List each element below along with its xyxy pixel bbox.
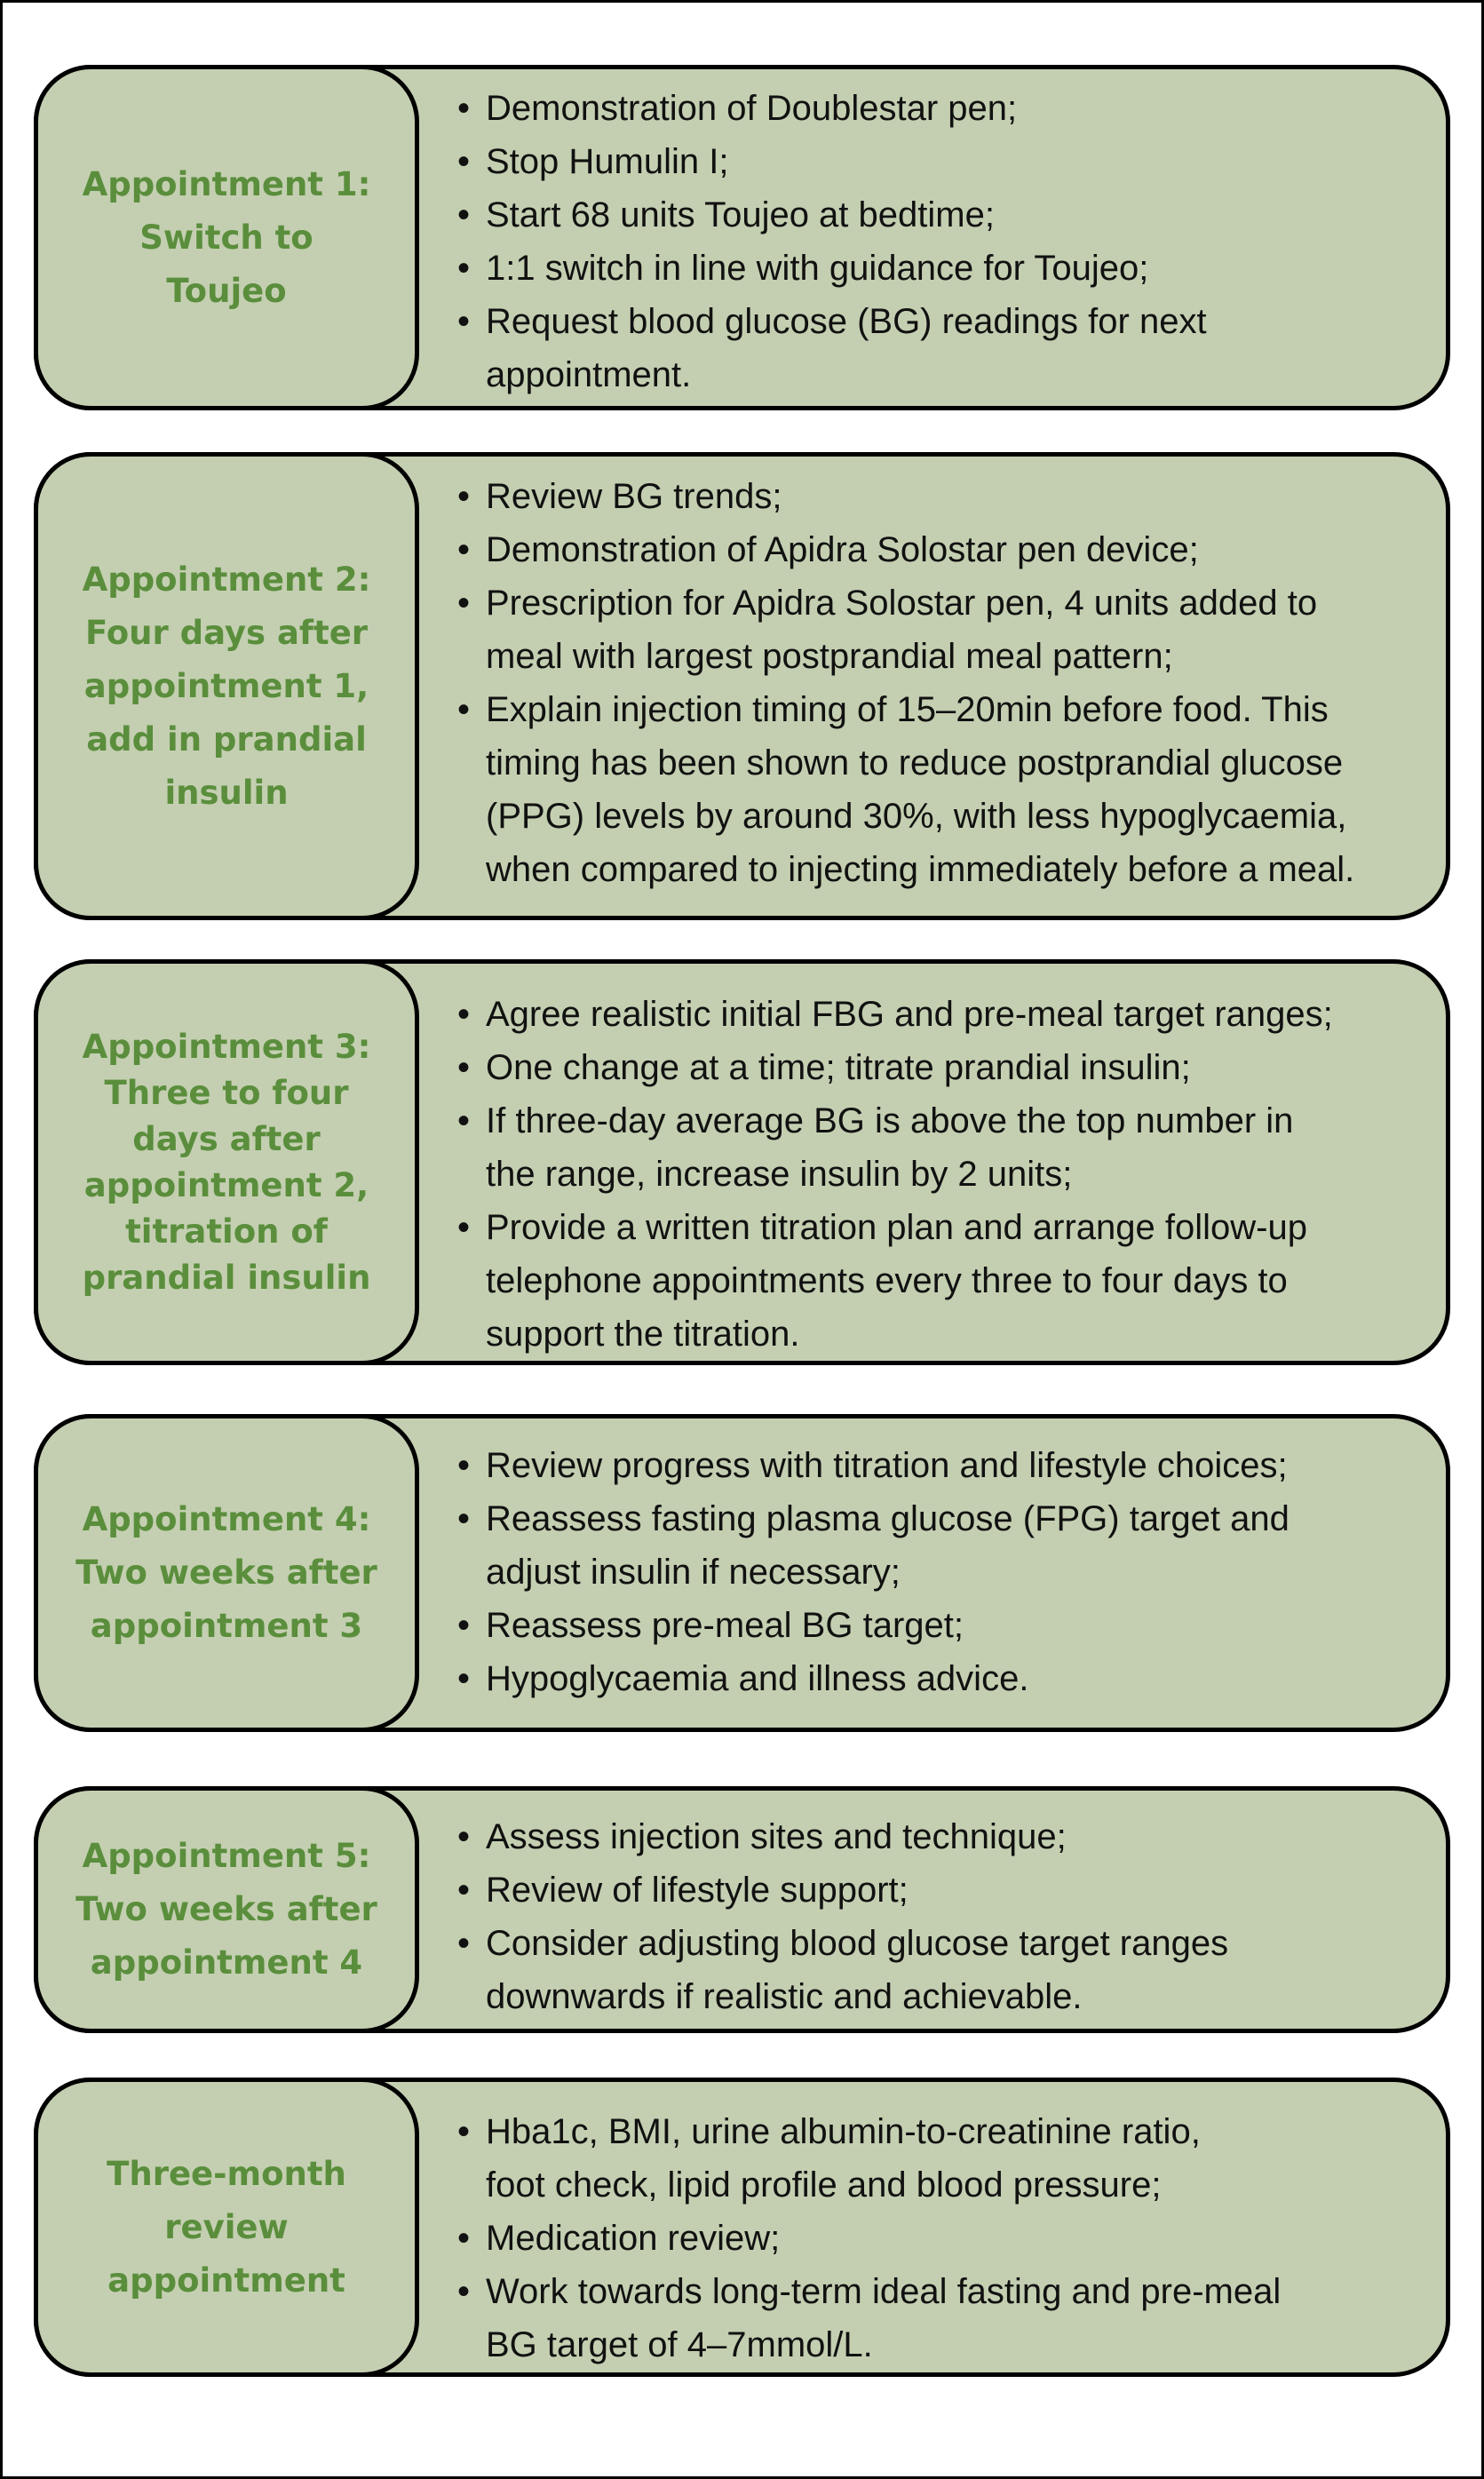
appointment-5-title: Appointment 5: Two weeks after appointment 4 [75, 1837, 377, 1982]
list-item: • Agree realistic initial FBG and pre-meal target ranges; [457, 988, 1419, 1041]
appointment-3-list [457, 988, 1419, 1361]
appointment-5-label-box [34, 1786, 419, 2033]
list-item: • If three-day average BG is above the top number in the range, increase insulin by 2 units; [457, 1094, 1419, 1201]
list-item: • One change at a time; titrate prandial insulin; [457, 1041, 1419, 1094]
appointment-4-title: Appointment 4: Two weeks after appointment 3 [75, 1500, 377, 1645]
appointment-2-title: Appointment 2: Four days after appointment 1, add in prandial insulin [82, 560, 371, 812]
list-item: • Request blood glucose (BG) readings for next appointment. [457, 295, 1419, 401]
list-item: • Provide a written titration plan and arrange follow-up telephone appointments every three to four days to support the titration. [457, 1201, 1419, 1361]
appointment-1-title: Appointment 1: Switch to Toujeo [82, 164, 371, 310]
three-month-review-list [457, 2105, 1419, 2372]
appointment-4-list [457, 1439, 1419, 1705]
appointment-5-row [34, 1786, 1450, 2033]
list-item: • Medication review; [457, 2212, 1419, 2265]
list-item: • Reassess pre-meal BG target; [457, 1599, 1419, 1652]
appointment-3-row [34, 959, 1450, 1365]
appointment-1-list [457, 82, 1419, 401]
appointment-2-label-box [34, 452, 419, 920]
appointment-5-list [457, 1810, 1419, 2023]
list-item: • Prescription for Apidra Solostar pen, 4 units added to meal with largest postprandial meal pattern; [457, 576, 1419, 683]
list-item: • Reassess fasting plasma glucose (FPG) target and adjust insulin if necessary; [457, 1492, 1419, 1599]
list-item: • Work towards long-term ideal fasting and pre-meal BG target of 4–7mmol/L. [457, 2265, 1419, 2372]
appointment-2-row [34, 452, 1450, 920]
appointment-1-row [34, 65, 1450, 410]
list-item: • Review of lifestyle support; [457, 1863, 1419, 1917]
three-month-review-label-box [34, 2078, 419, 2377]
list-item: • 1:1 switch in line with guidance for Toujeo; [457, 242, 1419, 295]
list-item: • Review BG trends; [457, 470, 1419, 523]
list-item: • Hba1c, BMI, urine albumin-to-creatinine ratio, foot check, lipid profile and blood pressure; [457, 2105, 1419, 2212]
list-item: • Review progress with titration and lifestyle choices; [457, 1439, 1419, 1492]
three-month-review-title: Three-month review appointment [107, 2154, 346, 2300]
appointment-4-label-box [34, 1414, 419, 1732]
appointment-4-row [34, 1414, 1450, 1732]
appointment-3-label-box [34, 959, 419, 1365]
list-item: • Assess injection sites and technique; [457, 1810, 1419, 1863]
list-item: • Hypoglycaemia and illness advice. [457, 1652, 1419, 1705]
list-item: • Stop Humulin I; [457, 135, 1419, 188]
list-item: • Consider adjusting blood glucose target ranges downwards if realistic and achievable. [457, 1917, 1419, 2023]
appointment-1-label-box [34, 65, 419, 410]
appointment-2-list [457, 470, 1419, 896]
list-item: • Start 68 units Toujeo at bedtime; [457, 188, 1419, 242]
three-month-review-row [34, 2078, 1450, 2377]
appointment-3-title: Appointment 3: Three to four days after appointment 2, titration of prandial insulin [82, 1027, 371, 1297]
list-item: • Demonstration of Apidra Solostar pen device; [457, 523, 1419, 576]
list-item: • Explain injection timing of 15–20min before food. This timing has been shown to reduce postprandial glucose (PPG) levels by around 30%, with less hypoglycaemia, when compared to injecting immediately before a meal. [457, 683, 1419, 896]
list-item: • Demonstration of Doublestar pen; [457, 82, 1419, 135]
